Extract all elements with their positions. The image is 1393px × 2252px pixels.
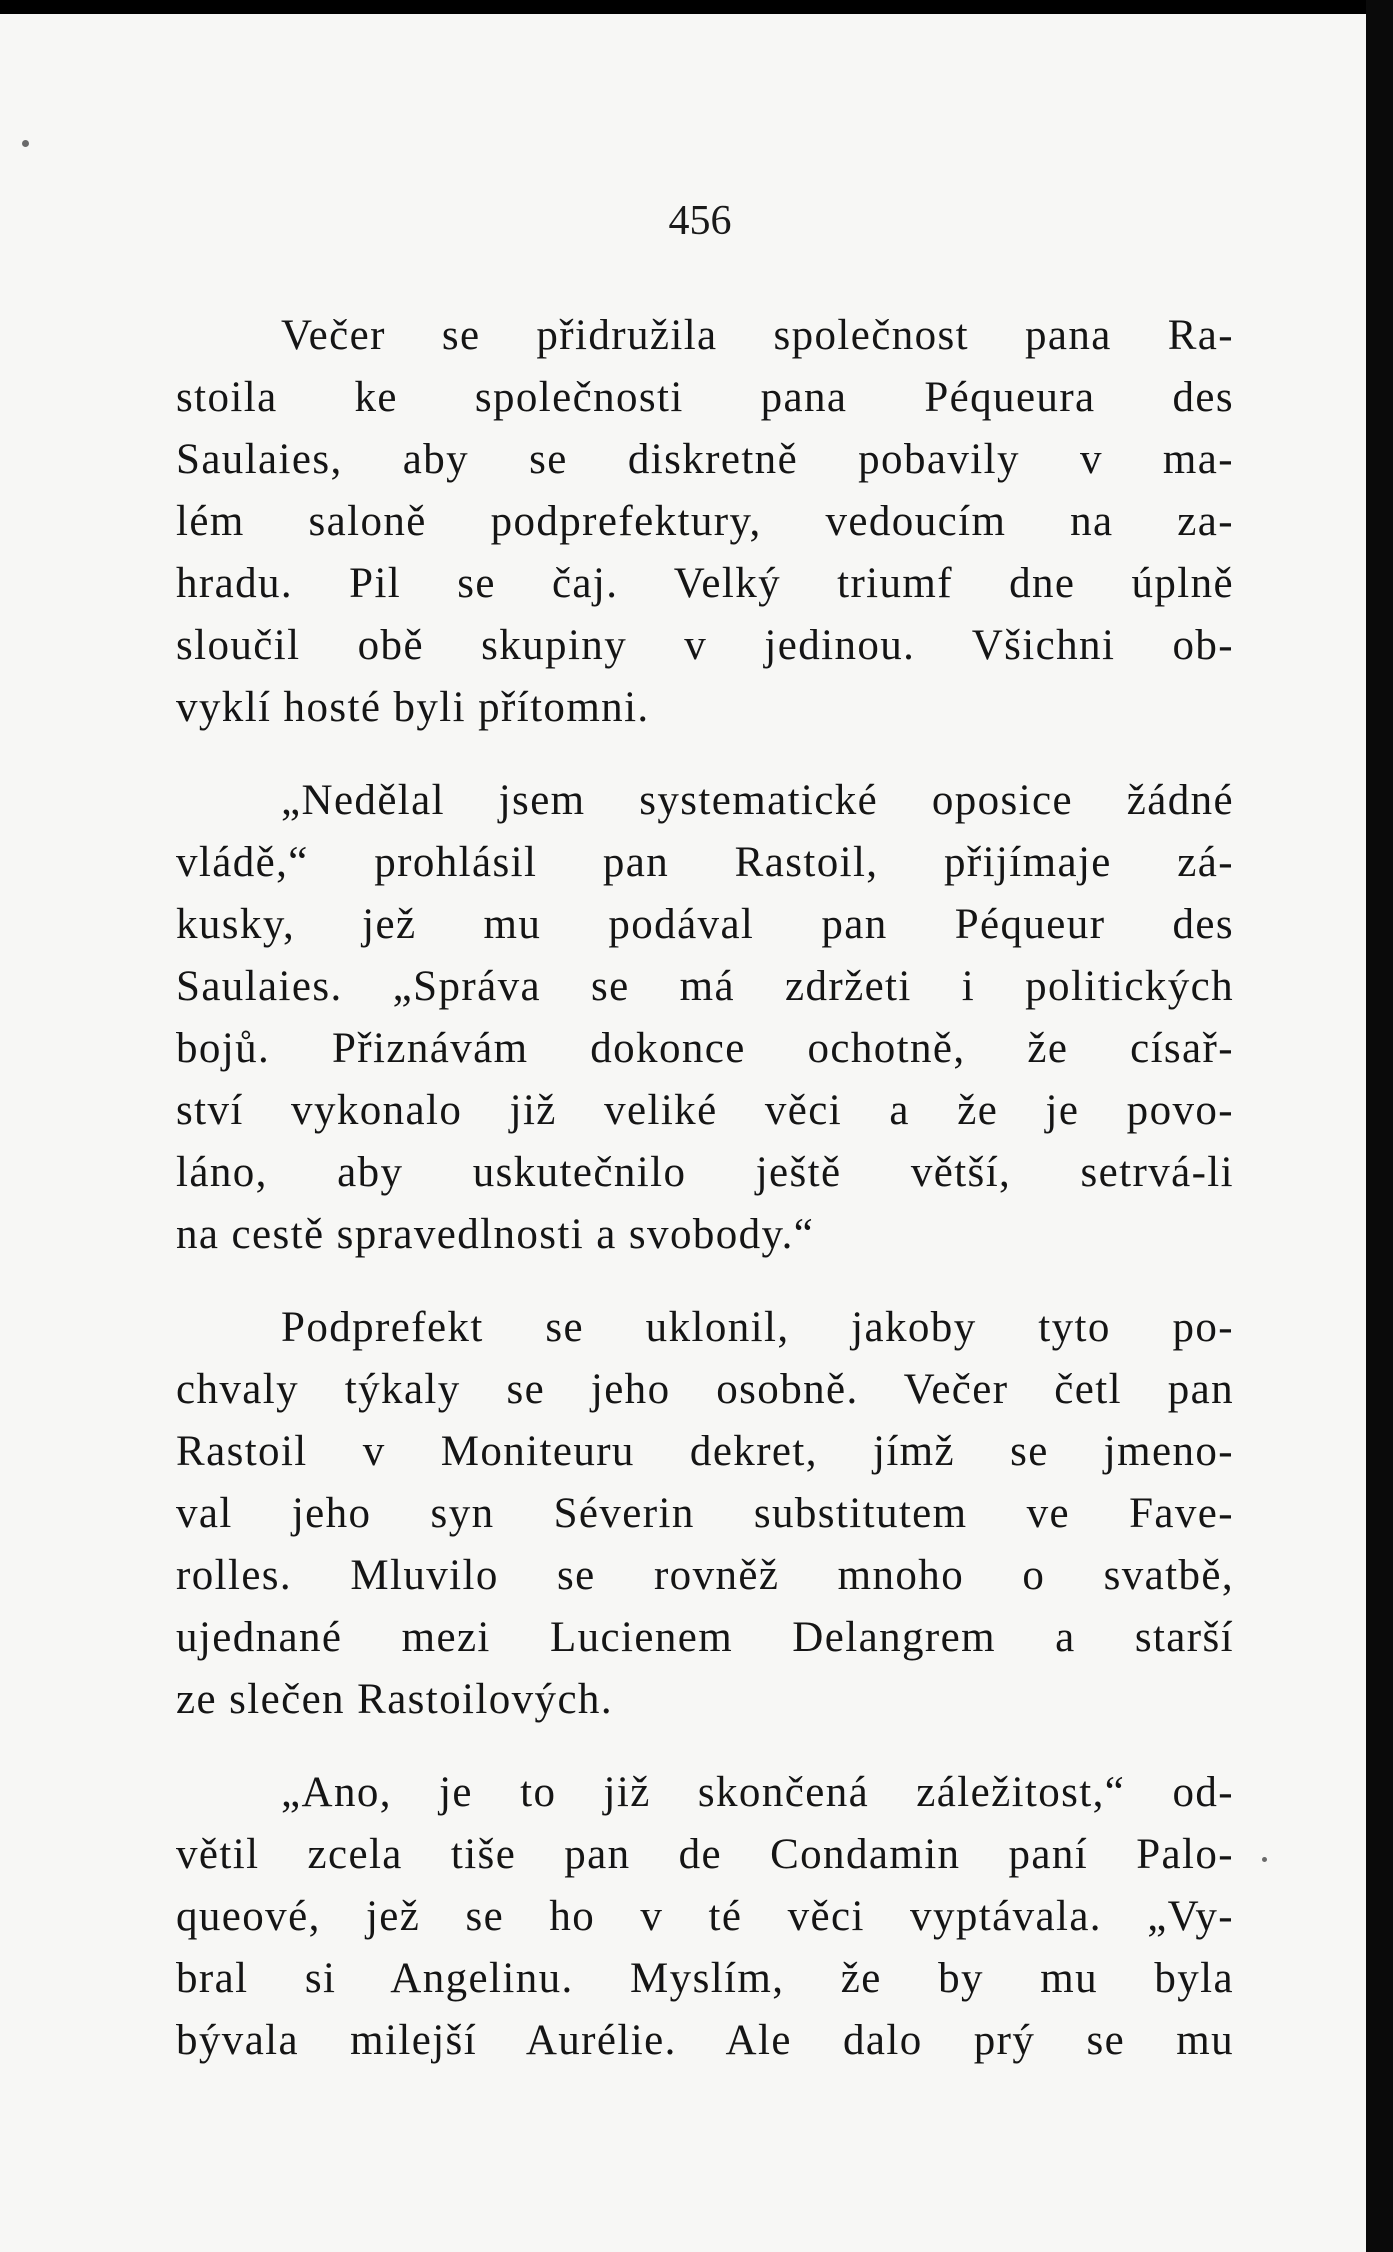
text-line: sloučil obě skupiny v jedinou. Všichni ob- [176,622,1234,669]
text-line: val jeho syn Séverin substitutem ve Fave- [176,1490,1234,1537]
text-line: kusky, jež mu podával pan Péqueur des [176,901,1234,948]
text-line: ujednané mezi Lucienem Delangrem a starší [176,1614,1234,1661]
body-text [176,305,1234,2103]
paper-speck [22,140,29,147]
paper-speck [1262,1857,1267,1862]
text-line: vyklí hosté byli přítomni. [176,684,650,731]
text-line: „Ano, je to již skončená záležitost,“ od- [281,1769,1234,1816]
page-number: 456 [668,198,732,244]
text-line: ze slečen Rastoilových. [176,1676,613,1723]
text-line: na cestě spravedlnosti a svobody.“ [176,1211,815,1258]
text-line: lém saloně podprefektury, vedoucím na za- [176,498,1234,545]
paragraph-3 [176,1297,1234,1731]
text-line: bral si Angelinu. Myslím, že by mu byla [176,1955,1234,2002]
text-line: Večer se přidružila společnost pana Ra- [281,312,1234,359]
text-line: Saulaies. „Správa se má zdržeti i politických [176,963,1234,1010]
scan-border [1366,0,1393,2252]
text-line: hradu. Pil se čaj. Velký triumf dne úplně [176,560,1234,607]
text-line: bojů. Přiznávám dokonce ochotně, že císař- [176,1025,1234,1072]
text-line: rolles. Mluvilo se rovněž mnoho o svatbě, [176,1552,1234,1599]
paragraph-2 [176,770,1234,1266]
paragraph-4 [176,1762,1234,2072]
text-line: „Nedělal jsem systematické oposice žádné [281,777,1234,824]
text-line: větil zcela tiše pan de Condamin paní Palo- [176,1831,1234,1878]
paragraph-1 [176,305,1234,739]
text-line: Podprefekt se uklonil, jakoby tyto po- [281,1304,1234,1351]
text-line: Rastoil v Moniteuru dekret, jímž se jmeno- [176,1428,1234,1475]
text-line: stoila ke společnosti pana Péqueura des [176,374,1234,421]
text-line: queové, jež se ho v té věci vyptávala. „Vy- [176,1893,1234,1940]
text-line: láno, aby uskutečnilo ještě větší, setrvá-li [176,1149,1234,1196]
text-line: chvaly týkaly se jeho osobně. Večer četl pan [176,1366,1234,1413]
text-line: Saulaies, aby se diskretně pobavily v ma- [176,436,1234,483]
text-line: ství vykonalo již veliké věci a že je povo- [176,1087,1234,1134]
text-line: bývala milejší Aurélie. Ale dalo prý se mu [176,2017,1234,2064]
text-line: vládě,“ prohlásil pan Rastoil, přijímaje zá- [176,839,1234,886]
